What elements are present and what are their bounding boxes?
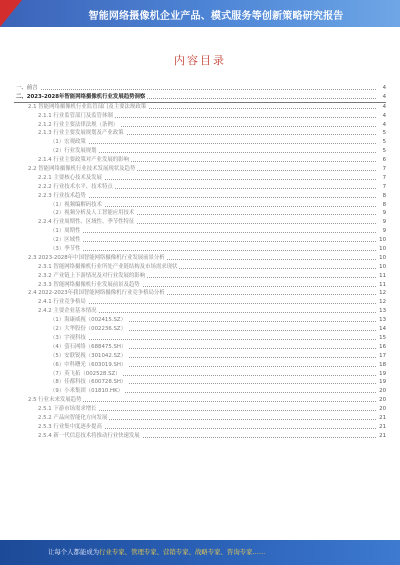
toc-entry-title: 2.2 智能网络摄像机行业技术发展现状及趋势 <box>28 166 136 173</box>
report-title: 智能网络摄像机企业产品、模式服务等创新策略研究报告 <box>88 11 344 22</box>
table-of-contents <box>14 84 386 441</box>
toc-entry-page: 9 <box>382 210 386 217</box>
footer-slogan <box>48 547 265 556</box>
dot-leader <box>38 197 376 198</box>
toc-entry-page: 8 <box>382 201 386 208</box>
toc-entry[interactable] <box>14 334 386 343</box>
toc-entry-page: 9 <box>382 219 386 226</box>
toc-entry-page: 11 <box>379 281 386 288</box>
toc-entry-page: 5 <box>382 130 386 137</box>
toc-entry-title: （2）区域性 <box>50 237 81 244</box>
toc-entry-title: 2.1 智能网络摄像机行业监管部门及主要法规政策 <box>28 103 147 110</box>
footer-roles: 行业专家、管理专家、营销专家、战略专家、咨询专家…… <box>99 548 266 556</box>
toc-entry[interactable] <box>14 352 386 361</box>
toc-entry-page: 5 <box>382 148 386 155</box>
toc-entry-title: 一、前言 <box>16 85 38 91</box>
toc-entry-title: （2）大华股份（002236.SZ） <box>50 326 126 333</box>
toc-entry-page: 21 <box>379 432 386 439</box>
toc-entry-title: 2.4.1 行业竞争格局 <box>38 299 86 306</box>
dot-leader <box>50 250 376 251</box>
toc-entry-title: 2.5 行业未来发展趋势 <box>28 397 82 404</box>
toc-entry-page: 16 <box>379 343 386 350</box>
toc-entry-page: 21 <box>379 414 386 421</box>
toc-entry-title: （1）视频编解码技术 <box>50 201 102 208</box>
toc-entry[interactable] <box>14 387 386 396</box>
toc-entry-title: 2.4.2 主要企业基本情况 <box>38 308 97 315</box>
toc-entry-title: （1）周期性 <box>50 228 81 235</box>
toc-entry-title: 2.1.1 行业监管部门及监管体制 <box>38 112 113 119</box>
toc-entry-page: 12 <box>379 299 386 306</box>
toc-entry[interactable] <box>14 316 386 325</box>
toc-entry-page: 10 <box>379 237 386 244</box>
toc-entry-page: 19 <box>379 379 386 386</box>
toc-entry[interactable] <box>14 396 386 405</box>
toc-entry-page: 4 <box>382 103 386 110</box>
toc-entry[interactable] <box>14 272 386 281</box>
toc-entry-title: 2.5.3 行业集中度逐步提高 <box>38 423 102 430</box>
dot-leader <box>38 303 376 304</box>
toc-entry[interactable] <box>14 209 386 218</box>
dot-leader <box>50 143 376 144</box>
toc-entry[interactable] <box>14 165 386 174</box>
toc-entry[interactable] <box>14 405 386 414</box>
toc-entry-title: 2.5.4 新一代信息技术将推动行业快速发展 <box>38 432 140 439</box>
toc-entry-title: （9）小米集团（01810.HK） <box>50 388 124 395</box>
toc-entry-title: 2.1.2 行业主要法律法规（条例） <box>38 121 119 128</box>
toc-entry-page: 17 <box>379 352 386 359</box>
toc-entry[interactable] <box>14 183 386 192</box>
dot-leader <box>50 152 376 153</box>
toc-entry-title: 2.4 2022-2023年我国智能网络摄像机行业竞争格局分析 <box>28 290 165 297</box>
toc-entry[interactable] <box>14 370 386 379</box>
toc-entry-title: 2.3.3 智能网络摄像机行业发展前景及趋势 <box>38 281 140 288</box>
toc-entry-title: 2.3 2023-2028年中国智能网络摄像机行业发展前景分析 <box>28 254 165 261</box>
toc-entry[interactable] <box>14 281 386 290</box>
toc-entry-title: （5）安联锐视（301042.SZ） <box>50 352 126 359</box>
dot-leader <box>16 89 376 90</box>
toc-entry-title: 2.3.2 产业链上下游情况及对行业发展的影响 <box>38 272 146 279</box>
toc-entry[interactable] <box>14 138 386 147</box>
toc-entry[interactable] <box>14 423 386 432</box>
footer-lead: 让每个人都能成为 <box>48 548 100 556</box>
toc-entry[interactable] <box>14 218 386 227</box>
toc-entry[interactable] <box>14 254 386 263</box>
toc-entry-page: 13 <box>379 308 386 315</box>
toc-entry-title: 2.3.1 智能网络摄像机行业所处产业链结构及市场需求现状 <box>38 263 178 270</box>
dot-leader <box>50 339 376 340</box>
toc-entry[interactable] <box>14 263 386 272</box>
toc-entry-page: 4 <box>382 112 386 119</box>
toc-entry-title: （3）季节性 <box>50 246 81 253</box>
toc-entry[interactable] <box>14 84 386 93</box>
toc-entry-title: （1）海康威视（002415.SZ） <box>50 317 126 324</box>
toc-entry-title: 2.2.4 行业周期性、区域性、季节性特征 <box>38 219 135 226</box>
toc-entry-page: 4 <box>382 85 386 91</box>
dot-leader <box>50 232 376 233</box>
footer-banner <box>0 540 400 565</box>
toc-entry-page: 10 <box>379 263 386 270</box>
corner-mark <box>0 0 22 27</box>
toc-entry-page: 10 <box>379 246 386 253</box>
toc-entry[interactable] <box>14 245 386 254</box>
toc-entry-page: 19 <box>379 370 386 377</box>
toc-entry-page: 11 <box>379 272 386 279</box>
toc-entry-page: 10 <box>379 254 386 261</box>
toc-entry-page: 7 <box>382 174 386 181</box>
toc-entry[interactable] <box>14 192 386 201</box>
toc-entry-page: 4 <box>382 121 386 128</box>
toc-entry[interactable] <box>14 325 386 334</box>
toc-entry-title: 2.2.2 行业技术水平、技术特点 <box>38 183 113 190</box>
toc-entry-title: 2.2.3 行业技术趋势 <box>38 192 86 199</box>
toc-entry-page: 9 <box>382 228 386 235</box>
toc-entry[interactable] <box>14 343 386 352</box>
toc-entry-page: 14 <box>379 326 386 333</box>
toc-entry[interactable] <box>14 93 386 103</box>
toc-entry-page: 20 <box>379 388 386 395</box>
toc-entry-title: （2）视频分析及人工智能应用技术 <box>50 210 135 217</box>
toc-entry[interactable] <box>14 156 386 165</box>
toc-entry-title: 二、2023-2028年智能网络摄像机行业发展趋势洞察 <box>16 93 146 100</box>
toc-entry-title: 2.1.3 行业主要发展规划及产业政策 <box>38 130 124 137</box>
toc-entry-title: （3）宇视科技 <box>50 334 86 341</box>
header-banner <box>0 0 400 27</box>
toc-entry[interactable] <box>14 289 386 298</box>
dot-leader <box>50 241 376 242</box>
toc-entry[interactable] <box>14 201 386 210</box>
toc-entry[interactable] <box>14 129 386 138</box>
toc-entry-title: （4）萤石网络（688475.SH） <box>50 343 127 350</box>
toc-entry[interactable] <box>14 298 386 307</box>
toc-entry[interactable] <box>14 236 386 245</box>
toc-entry[interactable] <box>14 378 386 387</box>
toc-entry-title: 2.2.1 主要核心技术及发展 <box>38 174 102 181</box>
toc-entry-title: 2.5.2 产品向智能化方向发展 <box>38 414 108 421</box>
toc-entry-title: （7）英飞拓（002528.SZ） <box>50 370 121 377</box>
toc-entry-page: 20 <box>379 397 386 404</box>
toc-entry-page: 4 <box>382 93 386 100</box>
toc-entry-title: （1）宏观政策 <box>50 139 86 146</box>
toc-entry-title: （8）佳都科技（600728.SH） <box>50 379 127 386</box>
toc-entry-page: 7 <box>382 166 386 173</box>
toc-entry-page: 12 <box>379 290 386 297</box>
toc-entry-page: 6 <box>382 157 386 164</box>
toc-entry-title: （2）行业发展规划 <box>50 148 97 155</box>
toc-entry[interactable] <box>14 361 386 370</box>
toc-entry-page: 20 <box>379 406 386 413</box>
toc-entry[interactable] <box>14 414 386 423</box>
toc-entry[interactable] <box>14 147 386 156</box>
toc-entry-title: 2.5.1 下游市场需求增长 <box>38 406 97 413</box>
toc-entry[interactable] <box>14 432 386 441</box>
toc-entry-title: （6）中科曙光（603019.SH） <box>50 361 127 368</box>
toc-entry-page: 5 <box>382 139 386 146</box>
toc-entry-page: 13 <box>379 317 386 324</box>
toc-entry-page: 21 <box>379 423 386 430</box>
toc-entry[interactable] <box>14 174 386 183</box>
toc-entry-page: 8 <box>382 192 386 199</box>
toc-entry[interactable] <box>14 307 386 316</box>
toc-entry[interactable] <box>14 103 386 112</box>
toc-entry-page: 15 <box>379 334 386 341</box>
toc-heading: 内容目录 <box>174 54 226 67</box>
toc-entry[interactable] <box>14 121 386 130</box>
toc-entry[interactable] <box>14 112 386 121</box>
toc-entry-page: 7 <box>382 183 386 190</box>
toc-entry[interactable] <box>14 227 386 236</box>
toc-entry-page: 18 <box>379 361 386 368</box>
toc-entry-title: 2.1.4 行业主要政策对产业发展的影响 <box>38 157 129 164</box>
